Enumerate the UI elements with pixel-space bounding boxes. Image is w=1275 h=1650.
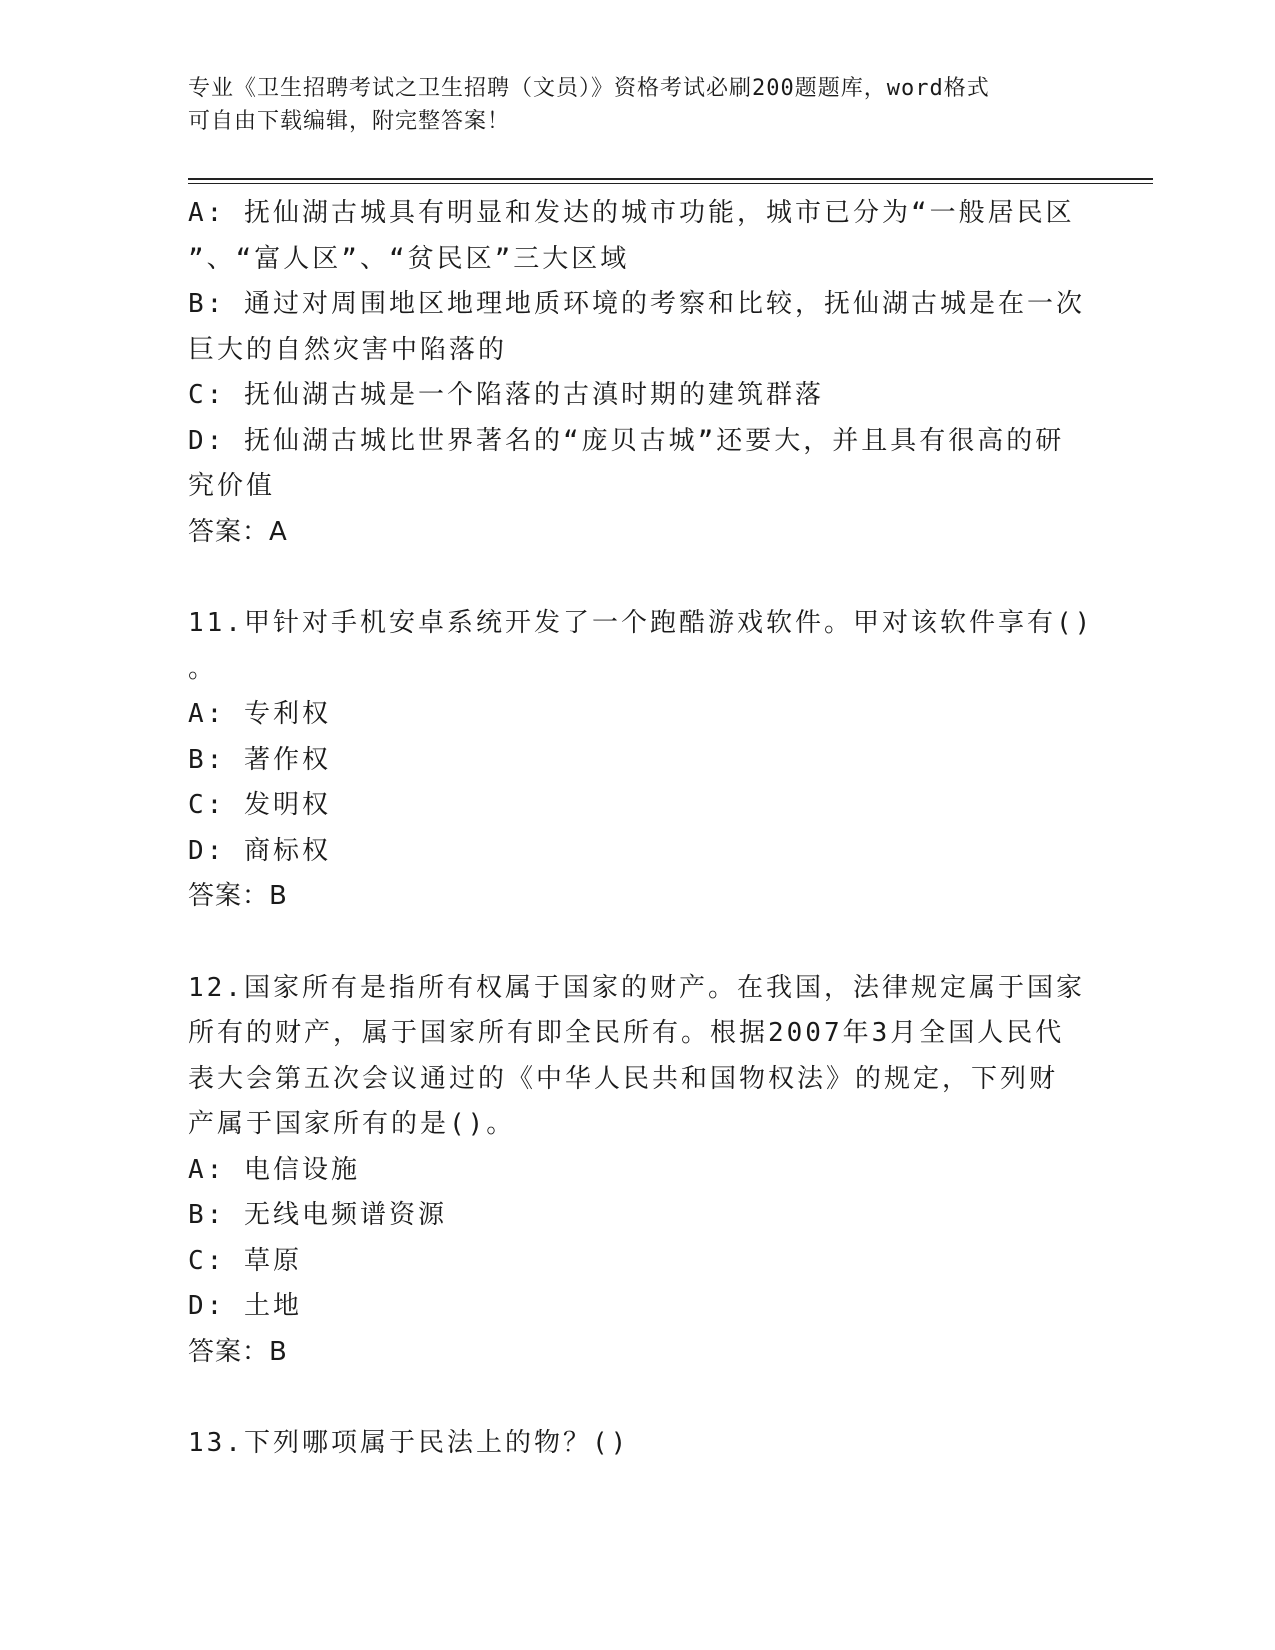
question-stem-line-4: 产属于国家所有的是()。: [188, 1109, 516, 1139]
option-d: D: 土地: [188, 1291, 302, 1321]
question-stem-line-1: 13.下列哪项属于民法上的物？(): [188, 1428, 630, 1458]
answer: 答案：A: [188, 516, 288, 547]
spacer: [188, 920, 1088, 966]
option-b: B: 无线电频谱资源: [188, 1200, 447, 1230]
question-stem-line-2: 。: [188, 653, 218, 684]
option-a-line-1: A: 抚仙湖古城具有明显和发达的城市功能，城市已分为“一般居民区: [188, 198, 1075, 228]
question-list: [188, 191, 1094, 1467]
option-b-line-1: B: 通过对周围地区地理地质环境的考察和比较，抚仙湖古城是在一次: [188, 289, 1085, 319]
document-header: [188, 72, 1068, 138]
question-11: [188, 601, 1094, 920]
header-divider-thick: [188, 178, 1153, 180]
spacer: [188, 555, 1088, 601]
option-d-line-2: 究价值: [188, 471, 276, 501]
question-12: [188, 966, 1088, 1376]
question-stem-line-2: 所有的财产，属于国家所有即全民所有。根据2007年3月全国人民代: [188, 1018, 1065, 1048]
option-c: C: 草原: [188, 1245, 302, 1276]
option-a-line-2: ”、“富人区”、“贫民区”三大区域: [188, 243, 630, 274]
option-b: B: 著作权: [188, 744, 331, 775]
question-stem-line-3: 表大会第五次会议通过的《中华人民共和国物权法》的规定，下列财: [188, 1063, 1059, 1094]
answer: 答案：B: [188, 1336, 288, 1367]
option-d: D: 商标权: [188, 835, 331, 866]
header-divider-thin: [188, 183, 1153, 184]
option-a: A: 电信设施: [188, 1154, 360, 1185]
option-c: C: 发明权: [188, 790, 331, 820]
option-b-line-2: 巨大的自然灾害中陷落的: [188, 334, 508, 365]
header-line-1: 专业《卫生招聘考试之卫生招聘（文员）》资格考试必刷200题题库，word格式: [188, 76, 990, 101]
question-stem-line-1: 11.甲针对手机安卓系统开发了一个跑酷游戏软件。甲对该软件享有(): [188, 608, 1094, 638]
option-c: C: 抚仙湖古城是一个陷落的古滇时期的建筑群落: [188, 380, 824, 410]
question-stem-line-1: 12.国家所有是指所有权属于国家的财产。在我国，法律规定属于国家: [188, 972, 1085, 1003]
option-a: A: 专利权: [188, 699, 331, 729]
spacer: [188, 1375, 1088, 1421]
answer: 答案：B: [188, 881, 288, 911]
question-13: [188, 1421, 1088, 1467]
question-10: [188, 191, 1088, 555]
option-d-line-1: D: 抚仙湖古城比世界著名的“庞贝古城”还要大，并且具有很高的研: [188, 425, 1065, 456]
header-line-2: 可自由下载编辑，附完整答案！: [188, 109, 511, 134]
